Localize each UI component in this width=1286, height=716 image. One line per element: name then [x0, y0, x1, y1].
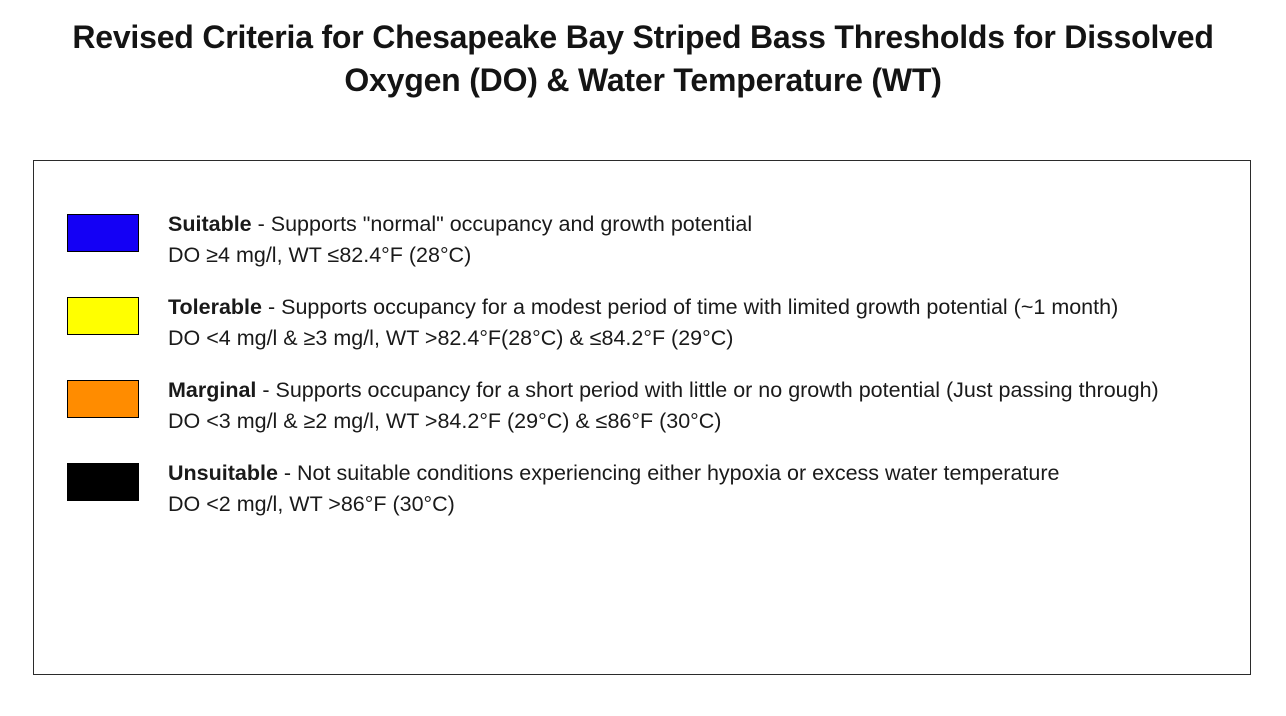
page-title: Revised Criteria for Chesapeake Bay Striped Bass Thresholds for Dissolved Oxygen (DO) & Water Temperature (WT) [72, 19, 1214, 98]
legend-item-term: Unsuitable [168, 461, 278, 486]
legend-panel [33, 160, 1251, 675]
legend-item-description: - Not suitable conditions experiencing either hypoxia or excess water temperature [277, 461, 1060, 486]
legend-item-description: - Supports occupancy for a short period with little or no growth potential (Just passing through) [256, 378, 1159, 403]
legend-item-term: Marginal [168, 378, 257, 403]
list-item [67, 292, 1224, 353]
list-item [67, 209, 1224, 270]
color-swatch-tolerable [67, 297, 139, 335]
legend-item-description: - Supports "normal" occupancy and growth potential [251, 212, 753, 236]
legend-item-description: - Supports occupancy for a modest period of time with limited growth potential (~1 month) [262, 295, 1119, 320]
color-swatch-unsuitable [67, 463, 139, 501]
legend-item-text [139, 458, 1224, 519]
list-item [67, 458, 1224, 519]
color-swatch-suitable [67, 214, 139, 252]
legend-item-term: Suitable [168, 212, 252, 236]
legend-item-detail: DO <2 mg/l, WT >86°F (30°C) [168, 491, 455, 516]
legend-item-text [139, 375, 1224, 436]
legend-item-detail: DO <3 mg/l & ≥2 mg/l, WT >84.2°F (29°C) & ≤86°F (30°C) [168, 408, 722, 433]
legend-item-text [139, 209, 1224, 270]
legend-item-term: Tolerable [168, 295, 262, 320]
legend-list [34, 161, 1250, 519]
list-item [67, 375, 1224, 436]
color-swatch-marginal [67, 380, 139, 418]
legend-item-detail: DO ≥4 mg/l, WT ≤82.4°F (28°C) [168, 242, 472, 267]
legend-item-text [139, 292, 1224, 353]
legend-item-detail: DO <4 mg/l & ≥3 mg/l, WT >82.4°F(28°C) & ≤84.2°F (29°C) [168, 325, 734, 350]
